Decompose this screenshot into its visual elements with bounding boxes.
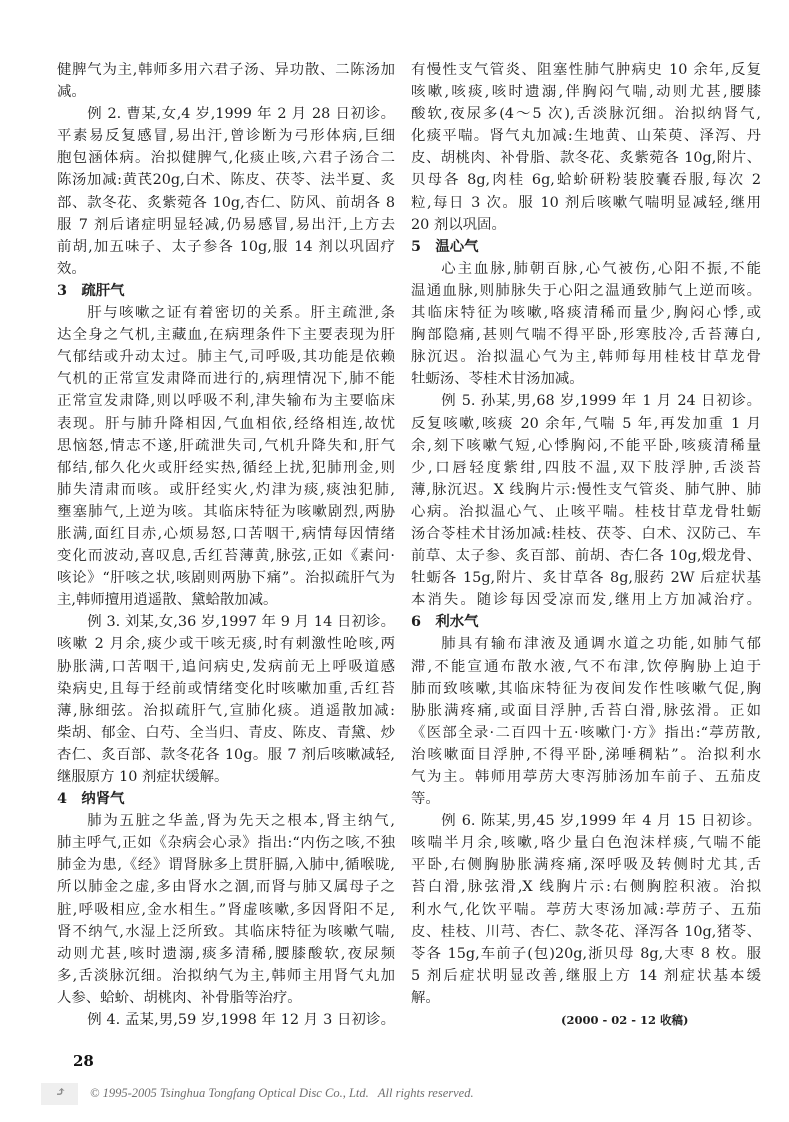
text-column-left	[57, 59, 395, 1031]
text-line: 咳嗽 2 月余,痰少或干咳无痰,时有刺激性呛咳,两	[57, 636, 395, 653]
text-line: 利水气,化饮平喘。葶苈大枣汤加减:葶苈子、五茄	[411, 901, 761, 918]
text-line: 牡蛎各 15g,附片、炙甘草各 8g,服药 2W 后症状基	[411, 570, 761, 587]
received-date-note: (2000 - 02 - 12 收稿)	[561, 1013, 689, 1028]
text-line: 正常宣发肃降,则以呼吸不利,津失输布为主要临床	[57, 393, 395, 410]
copyright-notice: © 1995-2005 Tsinghua Tongfang Optical Disc Co., Ltd. All rights reserved.	[90, 1086, 474, 1100]
text-column-right	[411, 59, 761, 1031]
text-line: 治咳嗽面目浮肿,不得平卧,涕唾稠粘”。治拟利水	[411, 746, 761, 763]
text-line: 其临床特征为咳嗽,咯痰清稀而量少,胸闷心悸,或	[411, 305, 761, 322]
text-line: 化痰平喘。肾气丸加减:生地黄、山茱萸、泽泻、丹	[411, 128, 761, 145]
text-line: 例 6. 陈某,男,45 岁,1999 年 4 月 15 日初诊。	[441, 813, 761, 830]
text-line: 例 3. 刘某,女,36 岁,1997 年 9 月 14 日初诊。	[87, 614, 395, 631]
text-line: 咳喘半月余,咳嗽,咯少量白色泡沫样痰,气喘不能	[411, 835, 761, 852]
text-line: 变化而波动,喜叹息,舌红苔薄黄,脉弦,正如《素问·	[57, 548, 395, 565]
text-line: 部、款冬花、炙紫菀各 10g,杏仁、防风、前胡各 8	[57, 194, 395, 211]
text-line: 心主血脉,肺朝百脉,心气被伤,心阳不振,不能	[441, 260, 761, 277]
text-line: 咳论》“肝咳之状,咳剧则两胁下痛”。治拟疏肝气为	[57, 570, 395, 587]
text-line: 脏,呼吸相应,金水相生。”肾虚咳嗽,多因肾阳不足,	[57, 901, 395, 918]
text-line: 苓各 15g,车前子(包)20g,浙贝母 8g,大枣 8 枚。服	[411, 945, 761, 962]
text-line: 贝母各 8g,肉桂 6g,蛤蚧研粉装胶囊吞服,每次 2	[411, 172, 761, 189]
text-line: 继服原方 10 剂症状缓解。	[57, 769, 229, 785]
text-line: 《医部全录·二百四十五·咳嗽门·方》指出:“葶苈散,	[411, 724, 761, 741]
section-heading: 5 温心气	[411, 237, 479, 255]
text-line: 主,韩师擅用逍遥散、黛蛤散加减。	[57, 592, 278, 609]
text-line: 皮、桂枝、川芎、杏仁、款冬花、泽泻各 10g,猪苓、	[411, 923, 761, 940]
text-line: 胞包涵体病。治拟健脾气,化痰止咳,六君子汤合二	[57, 150, 395, 167]
text-line: 平卧,右侧胸胁胀满疼痛,深呼吸及转侧时尤其,舌	[411, 857, 761, 874]
text-line: 本消失。随诊每因受凉而发,继用上方加减治疗。	[411, 592, 761, 609]
text-line: 肺主呼气,正如《杂病会心录》指出:“内伤之咳,不独	[57, 835, 395, 852]
text-line: 胁胀满疼痛,或面目浮肿,舌苔白滑,脉弦滑。正如	[411, 702, 761, 719]
section-heading: 3 疏肝气	[57, 281, 125, 299]
text-line: 解。	[411, 989, 440, 1006]
text-line: 牡蛎汤、苓桂术甘汤加减。	[411, 371, 584, 388]
text-line: 郁结,郁久化火或肝经实热,循经上扰,犯肺刑金,则	[57, 459, 395, 476]
text-line: 肺失清肃而咳。或肝经实火,灼津为痰,痰浊犯肺,	[57, 481, 395, 498]
text-line: 咳嗽,咳痰,咳时遗溺,伴胸闷气喘,动则尤甚,腰膝	[411, 84, 761, 101]
text-line: 等。	[411, 791, 440, 808]
text-line: 反复咳嗽,咳痰 20 余年,气喘 5 年,再发加重 1 月	[411, 415, 761, 432]
text-line: 肺具有输布津液及通调水道之功能,如肺气郁	[441, 636, 761, 653]
text-line: 脉沉迟。治拟温心气为主,韩师每用桂枝甘草龙骨	[411, 349, 761, 366]
text-line: 肾不纳气,水湿上泛所致。其临床特征为咳嗽气喘,	[57, 923, 395, 940]
text-line: 滞,不能宣通布散水液,气不布津,饮停胸胁上迫于	[411, 658, 761, 675]
text-line: 例 5. 孙某,男,68 岁,1999 年 1 月 24 日初诊。	[441, 393, 761, 410]
text-line: 气为主。韩师用葶苈大枣泻肺汤加车前子、五茄皮	[411, 769, 761, 785]
cnki-logo-icon	[41, 1083, 78, 1105]
section-heading: 4 纳肾气	[57, 790, 125, 808]
logo-mark: ⤴	[55, 1085, 66, 1100]
text-line: 多,舌淡脉沉细。治拟纳气为主,韩师主用肾气丸加	[57, 967, 395, 984]
text-line: 胀满,面红目赤,心烦易怒,口苦咽干,病情每因情绪	[57, 525, 395, 542]
text-line: 薄,脉沉迟。X 线胸片示:慢性支气管炎、肺气肿、肺	[411, 481, 761, 498]
page-number: 28	[73, 1052, 94, 1070]
text-line: 胁胀满,口苦咽干,追问病史,发病前无上呼吸道感	[57, 658, 395, 675]
text-line: 例 4. 孟某,男,59 岁,1998 年 12 月 3 日初诊。	[87, 1012, 395, 1029]
text-line: 薄,脉细弦。治拟疏肝气,宣肺化痰。逍遥散加减:	[57, 702, 395, 719]
text-line: 少,口唇轻度紫绀,四肢不温,双下肢浮肿,舌淡苔	[411, 459, 761, 476]
text-line: 动则尤甚,咳时遗溺,痰多清稀,腰膝酸软,夜尿频	[57, 945, 395, 962]
text-line: 5 剂后症状明显改善,继服上方 14 剂症状基本缓	[411, 967, 761, 984]
text-line: 健脾气为主,韩师多用六君子汤、异功散、二陈汤加	[57, 62, 395, 78]
text-line: 所以肺金之虚,多由肾水之涸,而肾与肺又属母子之	[57, 879, 395, 896]
text-line: 柴胡、郁金、白芍、全当归、青皮、陈皮、青黛、炒	[57, 724, 395, 741]
text-line: 达全身之气机,主藏血,在病理条件下主要表现为肝	[57, 327, 395, 344]
text-line: 温通血脉,则肺脉失于心阳之温通致肺气上逆而咳。	[411, 282, 761, 299]
text-line: 苔白滑,脉弦滑,X 线胸片示:右侧胸腔积液。治拟	[411, 879, 761, 896]
text-line: 减。	[57, 84, 86, 101]
text-line: 肝与咳嗽之证有着密切的关系。肝主疏泄,条	[87, 305, 395, 322]
text-line: 心病。治拟温心气、止咳平喘。桂枝甘草龙骨牡蛎	[411, 503, 761, 520]
text-line: 平素易反复感冒,易出汗,曾诊断为弓形体病,巨细	[57, 128, 395, 145]
text-line: 胸部隐痛,甚则气喘不得平卧,形寒肢冷,舌苔薄白,	[411, 327, 761, 344]
text-line: 效。	[57, 260, 86, 277]
text-line: 杏仁、炙百部、款冬花各 10g。服 7 剂后咳嗽减轻,	[57, 746, 395, 763]
text-line: 思恼怒,情志不遂,肝疏泄失司,气机升降失和,肝气	[57, 437, 395, 454]
text-line: 气机的正常宣发肃降而进行的,病理情况下,肺不能	[57, 371, 395, 388]
text-line: 肺金为患,《经》谓肾脉多上贯肝膈,入肺中,循喉咙,	[57, 857, 395, 874]
text-line: 人参、蛤蚧、胡桃肉、补骨脂等治疗。	[57, 989, 302, 1006]
text-line: 前草、太子参、炙百部、前胡、杏仁各 10g,煅龙骨、	[411, 548, 761, 565]
section-heading: 6 利水气	[411, 613, 479, 631]
text-line: 肺为五脏之华盖,肾为先天之根本,肾主纳气,	[87, 813, 395, 830]
text-line: 陈汤加减:黄芪20g,白术、陈皮、茯苓、法半夏、炙	[57, 172, 395, 189]
text-line: 酸软,夜尿多(4～5 次),舌淡脉沉细。治拟纳肾气,	[411, 106, 761, 123]
text-line: 例 2. 曹某,女,4 岁,1999 年 2 月 28 日初诊。	[87, 106, 395, 123]
text-line: 余,刻下咳嗽气短,心悸胸闷,不能平卧,咳痰清稀量	[411, 437, 761, 454]
text-line: 汤合苓桂术甘汤加减:桂枝、茯苓、白术、汉防己、车	[411, 525, 761, 542]
text-line: 粒,每日 3 次。服 10 剂后咳嗽气喘明显减轻,继用	[411, 194, 761, 211]
text-line: 20 剂以巩固。	[411, 216, 506, 233]
text-line: 有慢性支气管炎、阻塞性肺气肿病史 10 余年,反复	[411, 62, 761, 78]
text-line: 壅塞肺气,上逆为咳。其临床特征为咳嗽剧烈,两胁	[57, 503, 395, 520]
text-line: 染病史,且每于经前或情绪变化时咳嗽加重,舌红苔	[57, 680, 395, 697]
text-line: 服 7 剂后诸症明显轻减,仍易感冒,易出汗,上方去	[57, 216, 395, 233]
text-line: 肺而致咳嗽,其临床特征为夜间发作性咳嗽气促,胸	[411, 680, 761, 697]
text-line: 气郁结或升动太过。肺主气,司呼吸,其功能是依赖	[57, 349, 395, 366]
text-line: 前胡,加五味子、太子参各 10g,服 14 剂以巩固疗	[57, 238, 395, 255]
text-line: 皮、胡桃肉、补骨脂、款冬花、炙紫菀各 10g,附片、	[411, 150, 761, 167]
text-line: 表现。肝与肺升降相因,气血相依,经络相连,故忧	[57, 415, 395, 432]
